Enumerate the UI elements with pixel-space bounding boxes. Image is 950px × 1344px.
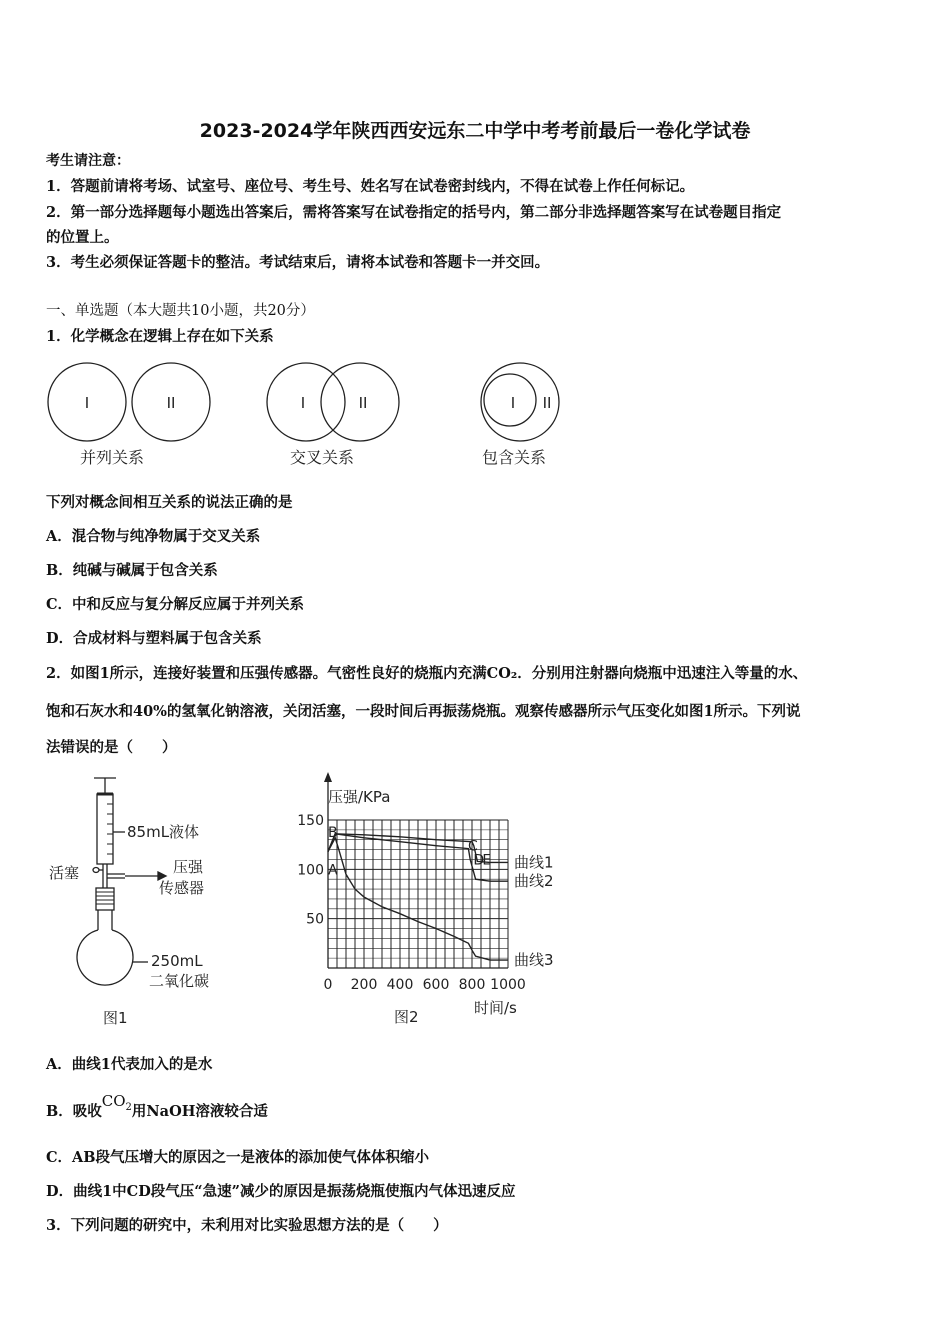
section-heading: 一、单选题（本大题共10小题，共20分）	[46, 303, 315, 319]
notice-item: 的位置上。	[46, 229, 119, 246]
sensor-label: 压强	[173, 858, 204, 876]
y-axis-arrow	[324, 772, 332, 782]
venn-cross-circle-1	[267, 363, 345, 441]
option-c: C．中和反应与复分解反应属于并列关系	[46, 596, 305, 613]
figure-2-chart	[290, 768, 570, 1030]
venn-label-contain: 包含关系	[482, 448, 547, 467]
venn-roman-1: I	[84, 394, 90, 412]
option-d: D．曲线1中CD段气压“急速”减少的原因是振荡烧瓶使瓶内气体迅速反应	[46, 1183, 516, 1200]
option-b-prefix: B．吸收	[46, 1103, 102, 1120]
figure-1-apparatus	[45, 770, 250, 1030]
co2-symbol: CO	[101, 1092, 126, 1110]
y-tick-label: 50	[306, 911, 324, 928]
venn-roman-1: I	[300, 394, 306, 412]
page-title: 2023-2024学年陕西西安远东二中学中考考前最后一卷化学试卷	[199, 120, 751, 142]
venn-roman-1: I	[510, 394, 516, 412]
option-b: B．纯碱与碱属于包含关系	[46, 562, 218, 579]
x-tick-label: 800	[458, 977, 486, 993]
option-c: C．AB段气压增大的原因之一是液体的添加使气体体积缩小	[46, 1149, 430, 1166]
co2-formula	[101, 1092, 132, 1113]
question-1-prompt: 下列对概念间相互关系的说法正确的是	[46, 494, 293, 511]
valve-label: 活塞	[49, 864, 80, 882]
co2-subscript: 2	[125, 1102, 132, 1113]
question-1-stem: 1．化学概念在逻辑上存在如下关系	[46, 328, 274, 345]
option-b	[46, 1092, 268, 1124]
notice-item: 1．答题前请将考场、试室号、座位号、考生号、姓名写在试卷密封线内，不得在试卷上作任何标记。	[46, 178, 695, 195]
y-axis-label: 压强/KPa	[328, 788, 391, 806]
question-2-stem: 饱和石灰水和40%的氢氧化钠溶液，关闭活塞，一段时间后再振荡烧瓶。观察传感器所示气压变化如图1所示。下列说	[46, 703, 801, 720]
series-label: 曲线1	[514, 853, 554, 872]
point-label-e: E	[482, 852, 492, 869]
question-2-stem: 2．如图1所示，连接好装置和压强传感器。气密性良好的烧瓶内充满CO₂．分别用注射器向烧瓶中迅速注入等量的水、	[46, 665, 808, 682]
y-tick-label: 150	[297, 813, 324, 829]
venn-label-parallel: 并列关系	[80, 448, 145, 467]
x-axis-label: 时间/s	[474, 999, 517, 1017]
venn-roman-2: II	[542, 394, 552, 412]
syringe-label: 85mL液体	[127, 823, 200, 841]
venn-roman-2: II	[358, 394, 368, 412]
question-2-stem: 法错误的是（ ）	[46, 739, 177, 756]
point-label-a: A	[328, 862, 338, 879]
x-tick-label: 200	[350, 977, 378, 993]
figure-2-caption: 图2	[394, 1008, 419, 1026]
venn-label-cross: 交叉关系	[290, 448, 355, 467]
y-tick-label: 100	[297, 862, 324, 879]
notice-item: 2．第一部分选择题每小题选出答案后，需将答案写在试卷指定的括号内，第二部分非选择题答案写在试卷题目指定	[46, 204, 782, 221]
sensor-label: 传感器	[159, 879, 205, 897]
x-tick-label: 400	[386, 977, 414, 993]
flask-label: 250mL	[151, 952, 203, 970]
option-a: A．混合物与纯净物属于交叉关系	[46, 528, 261, 545]
venn-diagrams	[40, 355, 580, 475]
notice-item: 3．考生必须保证答题卡的整洁。考试结束后，请将本试卷和答题卡一并交回。	[46, 254, 550, 271]
option-b-suffix: 用NaOH溶液较合适	[131, 1103, 268, 1120]
series-label: 曲线3	[514, 951, 554, 970]
venn-roman-2: II	[166, 394, 176, 412]
figure-1-caption: 图1	[103, 1009, 128, 1027]
x-tick-label: 600	[422, 977, 450, 993]
option-a: A．曲线1代表加入的是水	[46, 1056, 213, 1073]
point-label-d: D	[473, 852, 485, 869]
question-3-stem: 3．下列问题的研究中，未利用对比实验思想方法的是（ ）	[46, 1217, 448, 1234]
x-tick-label: 1000	[490, 977, 526, 993]
series-label: 曲线2	[514, 872, 554, 891]
option-d: D．合成材料与塑料属于包含关系	[46, 630, 262, 647]
x-tick-label: 0	[323, 977, 333, 993]
notice-heading: 考生请注意：	[46, 153, 130, 169]
point-label-b: B	[328, 824, 338, 841]
flask-label: 二氧化碳	[149, 972, 210, 990]
point-label-c: C	[468, 838, 478, 855]
